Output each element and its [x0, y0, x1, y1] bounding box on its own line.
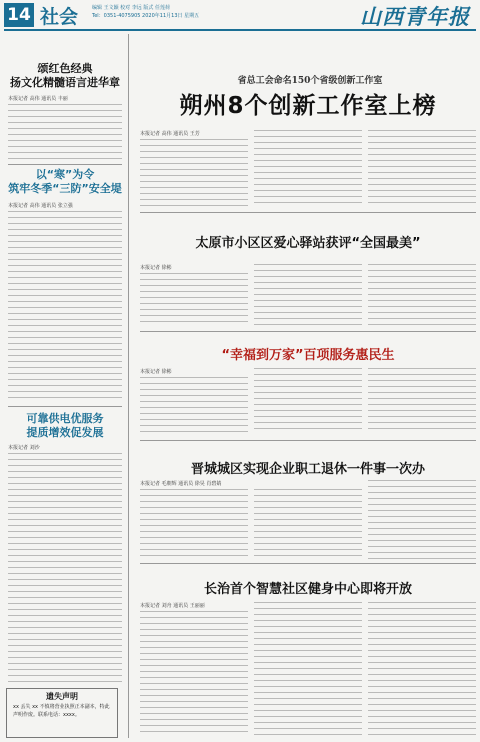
lead-headline: 朔州8个创新工作室上榜	[179, 93, 437, 119]
lead-body-col-2	[254, 130, 362, 207]
article-2-headline: 太原市小区区爱心驿站获评“全国最美”	[195, 236, 421, 251]
left-article-3-body	[8, 453, 122, 683]
lost-notice-box	[6, 688, 118, 738]
notice-body: xx 丢失 xx 不慎将营业执照正本副本，特此声明作废。联系电话：xxxx。	[13, 704, 110, 718]
article-4-body-col-3	[368, 480, 476, 559]
left-article-2-title-line-2: 筑牢冬季“三防”安全堤	[8, 182, 122, 195]
article-2-body-col-2	[254, 264, 362, 325]
header-rule	[4, 29, 476, 31]
article-2-body-col-3	[368, 264, 476, 325]
left-article-2-title	[6, 168, 124, 196]
left-divider-1	[8, 164, 122, 165]
left-article-1-byline: 本报记者 高伟 通讯员 丰丽	[8, 96, 68, 102]
article-4-byline: 本报记者 毛朝辉 通讯员 徐昊 肖碧婧	[140, 481, 222, 487]
left-article-2-title-line-1: 以“寒”为令	[35, 168, 95, 181]
left-article-1-title-line-2: 扬文化精髓语言进华章	[10, 76, 120, 89]
lead-byline: 本报记者 高伟 通讯员 王芳	[140, 131, 200, 137]
article-3-body-col-3	[368, 368, 476, 433]
column-divider	[128, 34, 129, 738]
editors-line-1: 编辑 王文颖 校对 李远 版式 任莲荷	[92, 5, 170, 11]
main-divider-2	[140, 331, 476, 332]
main-divider-1	[140, 212, 476, 213]
masthead-logo: 山西青年报	[360, 4, 470, 29]
main-divider-3	[140, 440, 476, 441]
article-3-body-col-1	[140, 377, 248, 433]
left-article-1-title-line-1: 颂红色经典	[37, 62, 93, 75]
article-3-headline: “幸福到万家”百项服务惠民生	[221, 348, 395, 363]
article-4-body-col-2	[254, 489, 362, 559]
left-divider-2	[8, 406, 122, 407]
section-name: 社会	[40, 6, 79, 28]
article-5-body-col-3	[368, 602, 476, 737]
article-5-body-col-1	[140, 611, 248, 737]
left-article-1-title	[6, 62, 124, 90]
article-3-byline: 本报记者 徐彬	[140, 369, 172, 375]
left-article-2-byline: 本报记者 高伟 通讯员 张立强	[8, 203, 73, 209]
article-2-byline: 本报记者 徐彬	[140, 265, 172, 271]
left-article-1-body	[8, 104, 122, 160]
left-article-2-body	[8, 211, 122, 403]
left-article-3-title-line-2: 提质增效促发展	[26, 426, 104, 439]
article-5-byline: 本报记者 刘舟 通讯员 王丽丽	[140, 603, 205, 609]
article-4-headline: 晋城城区实现企业职工退休一件事一次办	[190, 462, 425, 477]
lead-kicker: 省总工会命名150个省级创新工作室	[237, 76, 383, 86]
page-header	[0, 0, 480, 30]
article-5-headline: 长治首个智慧社区健身中心即将开放	[203, 582, 412, 597]
page-number: 14	[4, 3, 34, 27]
editors-info	[92, 4, 199, 20]
left-article-3-title	[6, 412, 124, 440]
lead-body-col-1	[140, 139, 248, 207]
article-2-body-col-1	[140, 273, 248, 325]
article-5-body-col-2	[254, 602, 362, 737]
left-article-3-byline: 本报记者 刘沙	[8, 445, 40, 451]
notice-title: 遗失声明	[46, 692, 78, 701]
editors-line-2: Tel：0351-4075905 2020年11月13日 星期五	[92, 13, 200, 19]
article-4-body-col-1	[140, 489, 248, 559]
article-3-body-col-2	[254, 368, 362, 433]
left-article-3-title-line-1: 可靠供电优服务	[26, 412, 104, 425]
lead-body-col-3	[368, 130, 476, 207]
main-divider-4	[140, 563, 476, 564]
